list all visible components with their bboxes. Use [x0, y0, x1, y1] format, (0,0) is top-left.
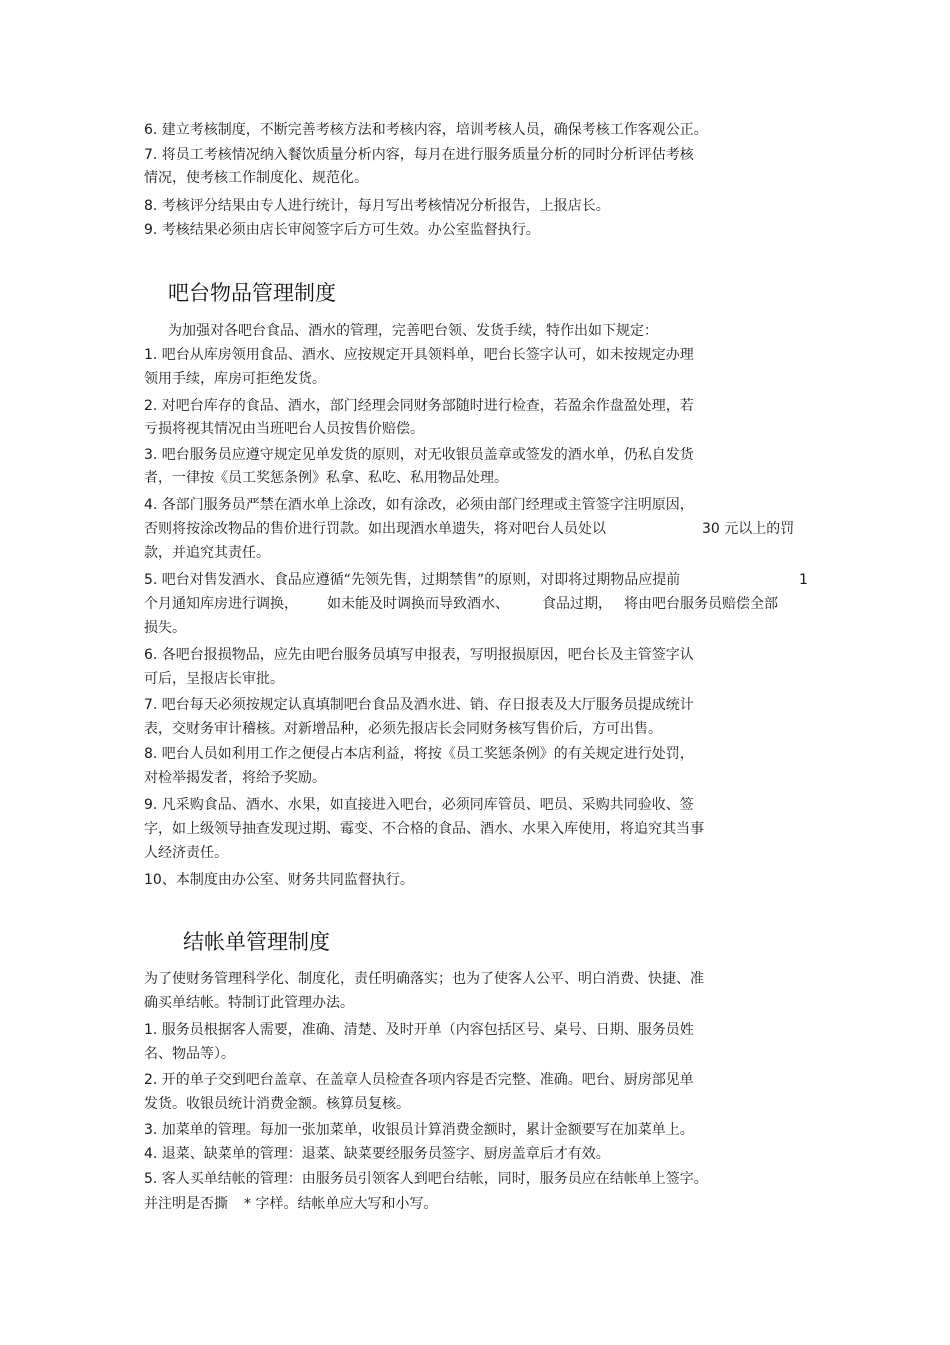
bill-rule-2: 2. 开的单子交到吧台盖章、在盖章人员检查各项内容是否完整、准确。吧台、厨房部见单 — [144, 1072, 694, 1088]
bill-intro: 为了使财务管理科学化、制度化，责任明确落实；也为了使客人公平、明白消费、快捷、准 — [144, 971, 704, 987]
bar-rule-5-cont-d: 将由吧台服务员赔偿全部 — [624, 596, 778, 612]
bill-section-title: 结帐单管理制度 — [183, 930, 330, 954]
bar-rule-9-cont: 字，如上级领导抽查发现过期、霉变、不合格的食品、酒水、水果入库使用，将追究其当事 — [144, 821, 704, 837]
bar-intro: 为加强对各吧台食品、酒水的管理，完善吧台领、发货手续，特作出如下规定： — [168, 323, 658, 339]
bar-rule-2: 2. 对吧台库存的食品、酒水，部门经理会同财务部随时进行检查，若盈余作盘盈处理，若 — [144, 398, 694, 414]
bar-rule-8-cont: 对检举揭发者，将给予奖励。 — [144, 770, 326, 786]
bar-rule-4-fine: 30 元以上的罚 — [702, 521, 795, 537]
top-rule-7-cont: 情况，使考核工作制度化、规范化。 — [144, 170, 368, 186]
bar-rule-6: 6. 各吧台报损物品，应先由吧台服务员填写申报表，写明报损原因，吧台长及主管签字认 — [144, 647, 694, 663]
bar-rule-5-cont-b: 如未能及时调换而导致酒水、 — [327, 596, 509, 612]
bar-rule-4-cont: 否则将按涂改物品的售价进行罚款。如出现酒水单遗失，将对吧台人员处以 — [144, 521, 606, 537]
bar-rule-3: 3. 吧台服务员应遵守规定见单发货的原则，对无收银员盖章或签发的酒水单，仍私自发货 — [144, 447, 694, 463]
bar-rule-1-cont: 领用手续，库房可拒绝发货。 — [144, 371, 326, 387]
top-rule-7: 7. 将员工考核情况纳入餐饮质量分析内容，每月在进行服务质量分析的同时分析评估考核 — [144, 147, 694, 163]
bill-rule-1: 1. 服务员根据客人需要，准确、清楚、及时开单（内容包括区号、桌号、日期、服务员姓 — [144, 1022, 694, 1038]
bar-rule-4-end: 款，并追究其责任。 — [144, 545, 270, 561]
bill-rule-3: 3. 加菜单的管理。每加一张加菜单，收银员计算消费金额时，累计金额要写在加菜单上。 — [144, 1122, 694, 1138]
bar-rule-9-end: 人经济责任。 — [144, 845, 228, 861]
bar-rule-7-cont: 表，交财务审计稽核。对新增品种，必须先报店长会同财务核写售价后，方可出售。 — [144, 721, 662, 737]
bar-rule-5-month: 1 — [799, 572, 808, 588]
bar-rule-3-cont: 者，一律按《员工奖惩条例》私拿、私吃、私用物品处理。 — [144, 470, 508, 486]
bar-rule-5-cont-c: 食品过期， — [542, 596, 612, 612]
bill-intro-cont: 确买单结帐。特制订此管理办法。 — [144, 995, 354, 1011]
bar-rule-8: 8. 吧台人员如利用工作之便侵占本店利益，将按《员工奖惩条例》的有关规定进行处罚， — [144, 746, 694, 762]
bar-rule-1: 1. 吧台从库房领用食品、酒水、应按规定开具领料单，吧台长签字认可，如未按规定办理 — [144, 347, 694, 363]
bar-rule-7: 7. 吧台每天必须按规定认真填制吧台食品及酒水进、销、存日报表及大厅服务员提成统计 — [144, 697, 694, 713]
bill-rule-5-cont-b: * 字样。结帐单应大写和小写。 — [244, 1196, 438, 1212]
bar-rule-4: 4. 各部门服务员严禁在酒水单上涂改，如有涂改，必须由部门经理或主管签字注明原因， — [144, 497, 694, 513]
bar-rule-5: 5. 吧台对售发酒水、食品应遵循“先领先售，过期禁售”的原则，对即将过期物品应提前 — [144, 572, 681, 588]
bar-rule-9: 9. 凡采购食品、酒水、水果，如直接进入吧台，必须同库管员、吧员、采购共同验收、签 — [144, 797, 694, 813]
top-rule-6: 6. 建立考核制度，不断完善考核方法和考核内容，培训考核人员，确保考核工作客观公正。 — [144, 122, 708, 138]
bar-rule-10: 10、本制度由办公室、财务共同监督执行。 — [144, 872, 414, 888]
bill-rule-5-cont-a: 并注明是否撕 — [144, 1196, 228, 1212]
bar-rule-6-cont: 可后，呈报店长审批。 — [144, 671, 284, 687]
bill-rule-5: 5. 客人买单结帐的管理：由服务员引领客人到吧台结帐，同时，服务员应在结帐单上签字。 — [144, 1171, 708, 1187]
bill-rule-4: 4. 退菜、缺菜单的管理：退菜、缺菜要经服务员签字、厨房盖章后才有效。 — [144, 1146, 610, 1162]
bar-rule-5-cont-a: 个月通知库房进行调换， — [144, 596, 298, 612]
bill-rule-1-cont: 名、物品等）。 — [144, 1046, 235, 1062]
bar-rule-2-cont: 亏损将视其情况由当班吧台人员按售价赔偿。 — [144, 421, 424, 437]
top-rule-9: 9. 考核结果必须由店长审阅签字后方可生效。办公室监督执行。 — [144, 222, 540, 238]
bar-rule-5-end: 损失。 — [144, 620, 186, 636]
top-rule-8: 8. 考核评分结果由专人进行统计，每月写出考核情况分析报告，上报店长。 — [144, 198, 610, 214]
bar-section-title: 吧台物品管理制度 — [168, 281, 336, 305]
bill-rule-2-cont: 发货。收银员统计消费金额。核算员复核。 — [144, 1096, 410, 1112]
